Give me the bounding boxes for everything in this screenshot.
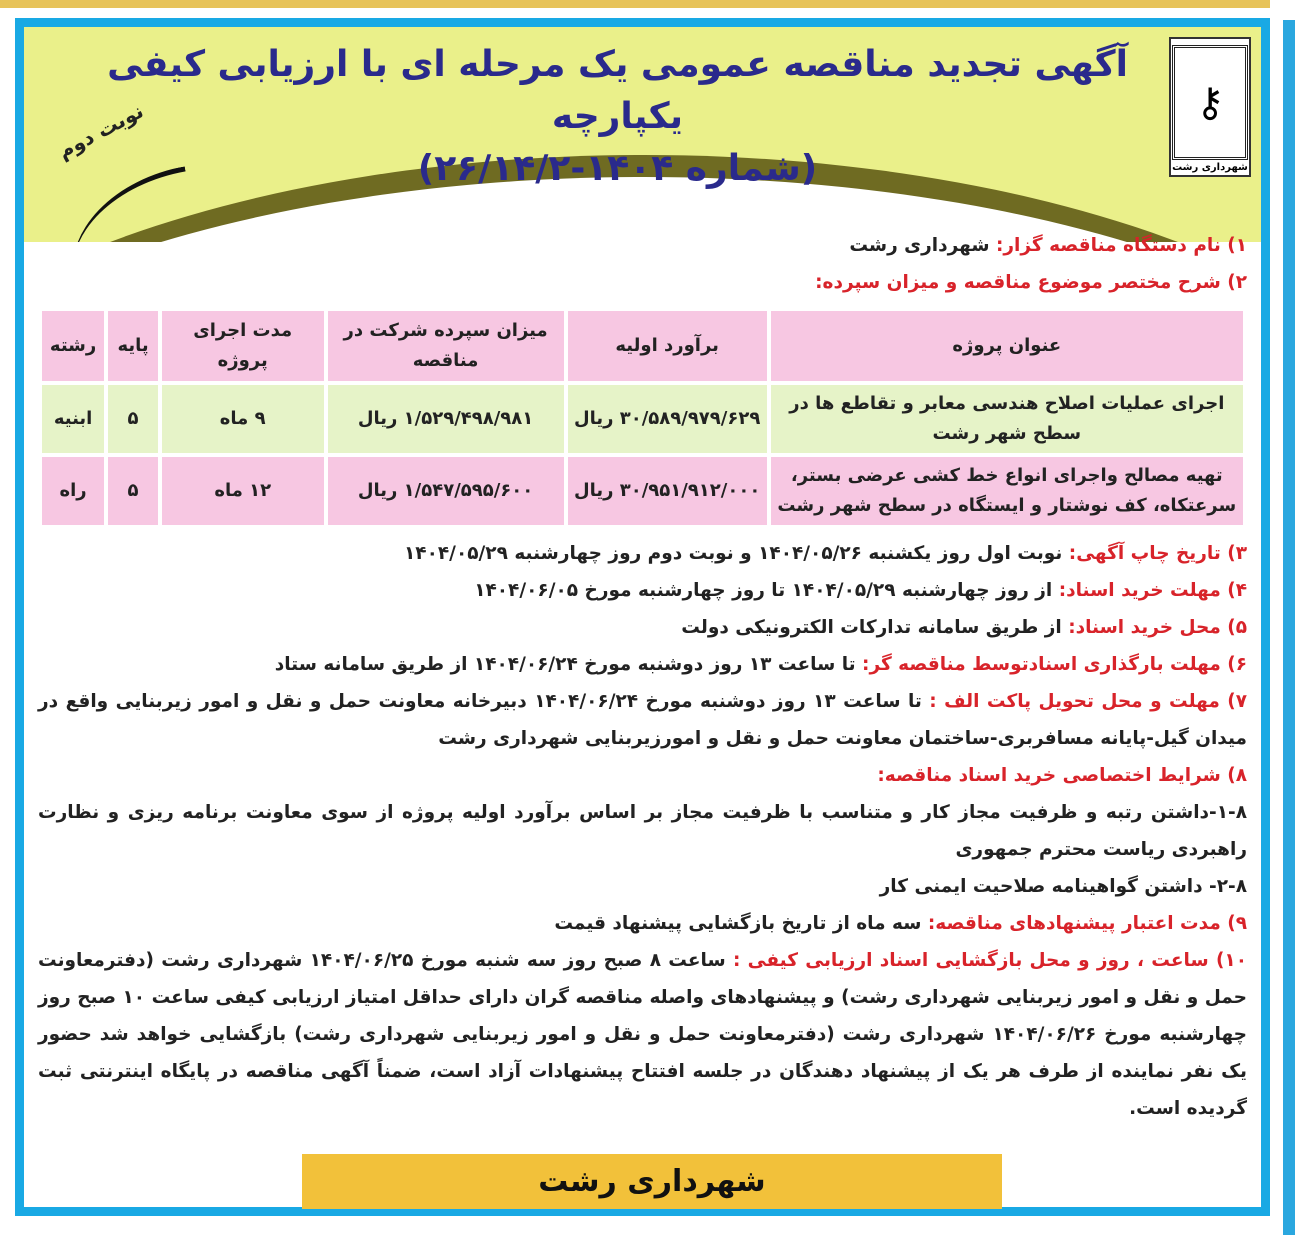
item-3 xyxy=(38,535,1247,572)
col-header: رشته xyxy=(42,311,104,381)
item-8 xyxy=(38,757,1247,794)
item-10 xyxy=(38,942,1247,1127)
crossed-keys-icon: ⚷ xyxy=(1172,45,1248,160)
logo-caption: شهرداری رشت xyxy=(1172,162,1248,173)
top-strip xyxy=(0,0,1270,8)
item-5 xyxy=(38,609,1247,646)
cell: ۳۰/۹۵۱/۹۱۲/۰۰۰ ریال xyxy=(568,457,767,525)
table-row xyxy=(42,385,1243,453)
item-label: ۴) مهلت خرید اسناد: xyxy=(1058,580,1247,601)
footer-signature: شهرداری رشت xyxy=(302,1154,1002,1209)
item-label: ۳) تاریخ چاپ آگهی: xyxy=(1068,543,1247,564)
item-label: ۲) شرح مختصر موضوع مناقصه و میزان سپرده: xyxy=(815,272,1247,293)
round-badge: نوبت دوم xyxy=(53,98,148,164)
projects-table xyxy=(38,307,1247,529)
cell: ابنیه xyxy=(42,385,104,453)
item-9 xyxy=(38,905,1247,942)
item-2 xyxy=(38,264,1247,301)
item-label: ۸) شرایط اختصاصی خرید اسناد مناقصه: xyxy=(877,765,1247,786)
col-header: برآورد اولیه xyxy=(568,311,767,381)
item-value: تا ساعت ۱۳ روز دوشنبه مورخ ۱۴۰۴/۰۶/۲۴ دبیرخانه معاونت حمل و نقل و امور زیربنایی واقع در میدان گیل-پایانه مسافربری-ساختمان معاونت حمل و نقل و امورزیربنایی شهرداری رشت xyxy=(38,691,1247,749)
item-value: از طریق سامانه تدارکات الکترونیکی دولت xyxy=(681,617,1069,638)
item-value: ساعت ۸ صبح روز سه شنبه مورخ ۱۴۰۴/۰۶/۲۵ شهرداری رشت (دفترمعاونت حمل و نقل و امور زیربنایی شهرداری رشت) و پیشنهادهای واصله مناقصه گران دارای حداقل امتیاز ارزیابی کیفی ساعت ۱۰ صبح روز چهارشنبه مورخ ۱۴۰۴/۰۶/۲۶ شهرداری رشت (دفترمعاونت حمل و نقل و امور زیربنایی شهرداری رشت) بازگشایی خواهد شد حضور یک نفر نماینده از طرف هر یک از پیشنهاد دهندگان در جلسه افتتاح پیشنهادات آزاد است، ضمناً آگهی مناقصه در پایگاه اینترنتی ثبت گردیده است. xyxy=(38,950,1247,1119)
cell: ۱/۵۴۷/۵۹۵/۶۰۰ ریال xyxy=(328,457,564,525)
item-1 xyxy=(38,227,1247,264)
item-8-1: ۱-۸-داشتن رتبه و ظرفیت مجاز کار و متناسب با ظرفیت مجاز بر اساس برآورد اولیه پروژه از سوی معاونت برنامه ریزی و نظارت راهبردی ریاست محترم جمهوری xyxy=(38,802,1247,860)
item-value: شهرداری رشت xyxy=(849,235,996,256)
cell: ۵ xyxy=(108,385,158,453)
notice-body xyxy=(38,227,1247,1127)
title-line-1: آگهی تجدید مناقصه عمومی یک مرحله ای با ارزیابی کیفی یکپارچه xyxy=(107,44,1128,137)
item-label: ۷) مهلت و محل تحویل پاکت الف : xyxy=(929,691,1247,712)
table-row xyxy=(42,457,1243,525)
item-label: ۵) محل خرید اسناد: xyxy=(1068,617,1247,638)
cell: اجرای عملیات اصلاح هندسی معابر و تقاطع ها در سطح شهر رشت xyxy=(771,385,1243,453)
cell: ۵ xyxy=(108,457,158,525)
item-value: نوبت اول روز یکشنبه ۱۴۰۴/۰۵/۲۶ و نوبت دوم روز چهارشنبه ۱۴۰۴/۰۵/۲۹ xyxy=(404,543,1069,564)
cell: تهیه مصالح واجرای انواع خط کشی عرضی بستر، سرعتکاه، کف نوشتار و ایستگاه در سطح شهر رشت xyxy=(771,457,1243,525)
item-7 xyxy=(38,683,1247,757)
cell: ۱/۵۲۹/۴۹۸/۹۸۱ ریال xyxy=(328,385,564,453)
col-header: پایه xyxy=(108,311,158,381)
col-header: میزان سپرده شرکت در مناقصه xyxy=(328,311,564,381)
cell: ۳۰/۵۸۹/۹۷۹/۶۲۹ ریال xyxy=(568,385,767,453)
item-label: ۱۰) ساعت ، روز و محل بازگشایی اسناد ارزیابی کیفی : xyxy=(732,950,1247,971)
item-label: ۱) نام دستگاه مناقصه گزار: xyxy=(995,235,1247,256)
item-value: تا ساعت ۱۳ روز دوشنبه مورخ ۱۴۰۴/۰۶/۲۴ از طریق سامانه ستاد xyxy=(274,654,863,675)
item-label: ۶) مهلت بارگذاری اسنادتوسط مناقصه گر: xyxy=(862,654,1247,675)
item-6 xyxy=(38,646,1247,683)
notice-header xyxy=(24,27,1261,242)
item-value: از روز چهارشنبه ۱۴۰۴/۰۵/۲۹ تا روز چهارشنبه مورخ ۱۴۰۴/۰۶/۰۵ xyxy=(474,580,1059,601)
item-8-2: ۲-۸- داشتن گواهینامه صلاحیت ایمنی کار xyxy=(879,876,1247,897)
item-label: ۹) مدت اعتبار پیشنهادهای مناقصه: xyxy=(927,913,1247,934)
item-value: سه ماه از تاریخ بازگشایی پیشنهاد قیمت xyxy=(554,913,928,934)
notice-frame xyxy=(15,18,1270,1216)
rasht-municipality-logo xyxy=(1169,37,1251,177)
side-strip xyxy=(1283,20,1295,1235)
cell: راه xyxy=(42,457,104,525)
cell: ۱۲ ماه xyxy=(162,457,324,525)
title-line-2: (شماره ۱۴۰۴-۲۶/۱۴/۲) xyxy=(417,148,818,189)
col-header: عنوان پروژه xyxy=(771,311,1243,381)
cell: ۹ ماه xyxy=(162,385,324,453)
col-header: مدت اجرای پروژه xyxy=(162,311,324,381)
item-4 xyxy=(38,572,1247,609)
page-title xyxy=(84,39,1151,195)
